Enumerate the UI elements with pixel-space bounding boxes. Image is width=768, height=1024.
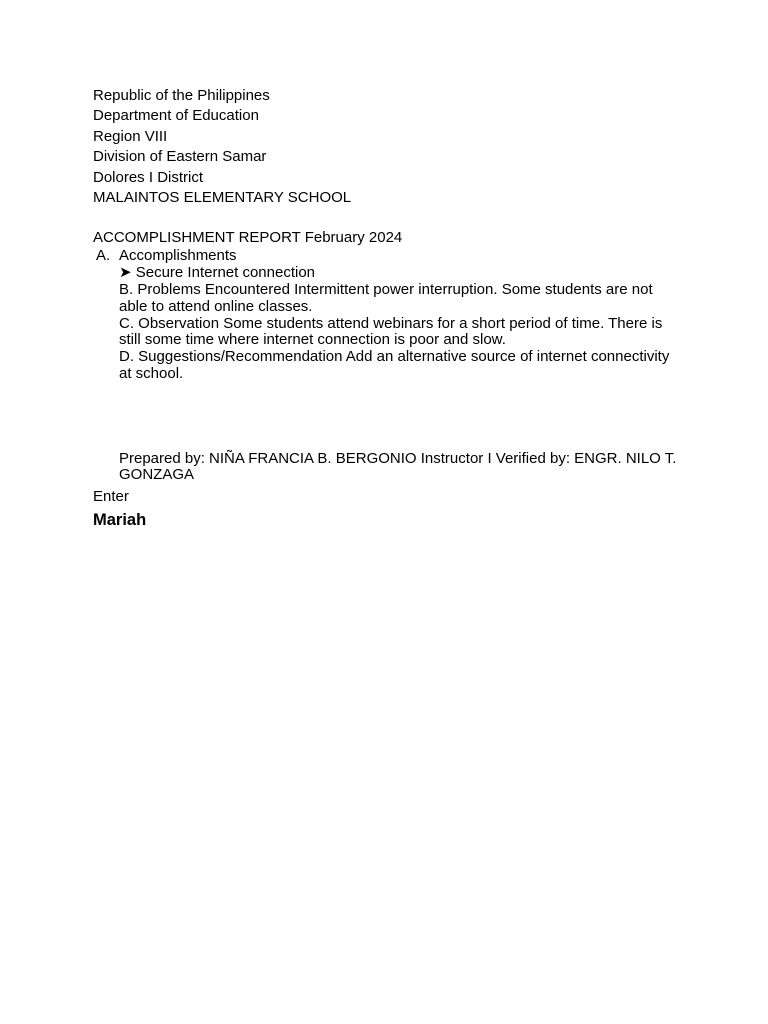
suggestions-text: D. Suggestions/Recommendation Add an alternative source of internet connectivity at school. [119, 348, 670, 382]
header-division: Division of Eastern Samar [93, 148, 267, 166]
author-name: Mariah [93, 511, 147, 530]
report-title: ACCOMPLISHMENT REPORT February 2024 [93, 229, 403, 247]
observation-text: C. Observation Some students attend webinars for a short period of time. There is still some time where internet connection is poor and slow. [119, 314, 663, 349]
problems-encountered-text: B. Problems Encountered Intermittent power interruption. Some students are not able to attend online classes. [119, 280, 653, 315]
header-republic: Republic of the Philippines [93, 87, 270, 104]
section-accomplishments-title: Accomplishments [119, 247, 237, 265]
prepared-by-text: Prepared by: NIÑA FRANCIA B. BERGONIO Instructor I Verified by: ENGR. NILO T. GONZAGA [119, 449, 677, 483]
header-school: MALAINTOS ELEMENTARY SCHOOL [93, 188, 352, 206]
report-section-list [93, 248, 683, 382]
header-department: Department of Education [93, 107, 259, 125]
header-region: Region VIII [93, 127, 168, 145]
document-page [93, 86, 683, 530]
header-district: Dolores I District [93, 168, 204, 186]
list-marker: A. [96, 247, 111, 265]
accomplishment-bullet: ➤ Secure Internet connection [119, 264, 316, 282]
enter-text: Enter [93, 488, 129, 506]
